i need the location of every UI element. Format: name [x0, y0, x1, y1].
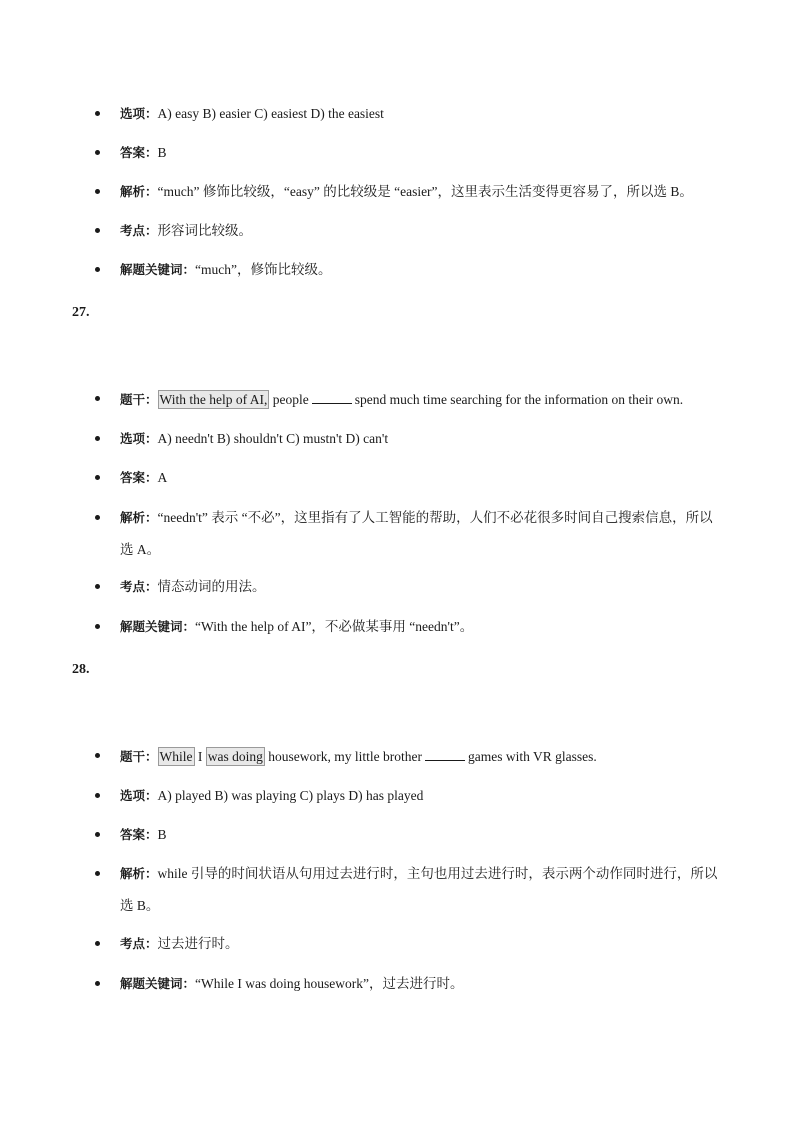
keywords-text: “With the help of AI”，不必做某事用 “needn't”。 — [195, 619, 474, 634]
stem-text: I — [194, 749, 206, 764]
question-number-27: 27. — [72, 305, 90, 320]
q27-stem — [120, 390, 740, 409]
keywords-label: 解题关键词： — [120, 262, 196, 277]
options-label: 选项： — [120, 106, 158, 121]
bullet-dot — [95, 624, 100, 629]
q28-analysis — [120, 858, 720, 922]
bullet-dot — [95, 396, 100, 401]
answer-text: B — [157, 827, 167, 842]
analysis-label: 解析： — [120, 510, 158, 525]
highlighted-word: While — [159, 749, 193, 764]
keywords-text: “While I was doing housework”，过去进行时。 — [195, 976, 464, 991]
point-text: 情态动词的用法。 — [157, 579, 266, 594]
q28-point — [120, 935, 740, 953]
q27-options — [120, 430, 740, 448]
analysis-label: 解析： — [120, 184, 158, 199]
bullet-dot — [95, 793, 100, 798]
options-text: A) easy B) easier C) easiest D) the easiest — [157, 106, 384, 121]
q27-analysis — [120, 502, 720, 566]
q28-options — [120, 787, 740, 805]
analysis-text: “much” 修饰比较级，“easy” 的比较级是 “easier”，这里表示生活变得更容易了，所以选 B。 — [157, 184, 693, 199]
bullet-dot — [95, 267, 100, 272]
q26-point — [120, 222, 740, 240]
answer-text: B — [157, 145, 167, 160]
highlighted-phrase: With the help of AI, — [159, 392, 268, 407]
answer-blank — [312, 391, 352, 404]
bullet-dot — [95, 150, 100, 155]
bullet-dot — [95, 515, 100, 520]
point-label: 考点： — [120, 579, 158, 594]
bullet-dot — [95, 189, 100, 194]
options-label: 选项： — [120, 788, 158, 803]
bullet-dot — [95, 753, 100, 758]
point-text: 形容词比较级。 — [157, 223, 253, 238]
answer-label: 答案： — [120, 470, 158, 485]
bullet-dot — [95, 228, 100, 233]
analysis-text: while 引导的时间状语从句用过去进行时，主句也用过去进行时，表示两个动作同时进行，所以选 B。 — [120, 866, 718, 913]
options-text: A) needn't B) shouldn't C) mustn't D) can't — [157, 431, 389, 446]
options-label: 选项： — [120, 431, 158, 446]
stem-label: 题干： — [120, 392, 158, 407]
point-label: 考点： — [120, 936, 158, 951]
highlighted-phrase: was doing — [207, 749, 263, 764]
point-label: 考点： — [120, 223, 158, 238]
q26-answer — [120, 144, 740, 162]
keywords-label: 解题关键词： — [120, 619, 196, 634]
analysis-text: “needn't” 表示 “不必”，这里指有了人工智能的帮助，人们不必花很多时间自己搜索信息，所以选 A。 — [120, 510, 713, 557]
q26-analysis — [120, 183, 740, 201]
keywords-text: “much”，修饰比较级。 — [195, 262, 332, 277]
bullet-dot — [95, 832, 100, 837]
answer-label: 答案： — [120, 145, 158, 160]
keywords-label: 解题关键词： — [120, 976, 196, 991]
question-number-28: 28. — [72, 662, 90, 677]
bullet-dot — [95, 981, 100, 986]
answer-blank — [425, 748, 465, 761]
bullet-dot — [95, 871, 100, 876]
q26-options — [120, 105, 740, 123]
q28-stem — [120, 747, 740, 766]
answer-text: A — [157, 470, 168, 485]
analysis-label: 解析： — [120, 866, 158, 881]
q26-keywords — [120, 261, 740, 279]
stem-label: 题干： — [120, 749, 158, 764]
q28-keywords — [120, 975, 740, 993]
bullet-dot — [95, 584, 100, 589]
bullet-dot — [95, 111, 100, 116]
q28-answer — [120, 826, 740, 844]
q27-point — [120, 578, 740, 596]
bullet-dot — [95, 941, 100, 946]
q27-answer — [120, 469, 740, 487]
q27-keywords — [120, 618, 740, 636]
answer-label: 答案： — [120, 827, 158, 842]
bullet-dot — [95, 436, 100, 441]
bullet-dot — [95, 475, 100, 480]
point-text: 过去进行时。 — [157, 936, 239, 951]
options-text: A) played B) was playing C) plays D) has played — [157, 788, 424, 803]
stem-text-rest: games with VR glasses. — [468, 749, 597, 764]
stem-text: people — [269, 392, 309, 407]
stem-text-mid: housework, my little brother — [264, 749, 422, 764]
stem-text-rest: spend much time searching for the information on their own. — [354, 392, 684, 407]
